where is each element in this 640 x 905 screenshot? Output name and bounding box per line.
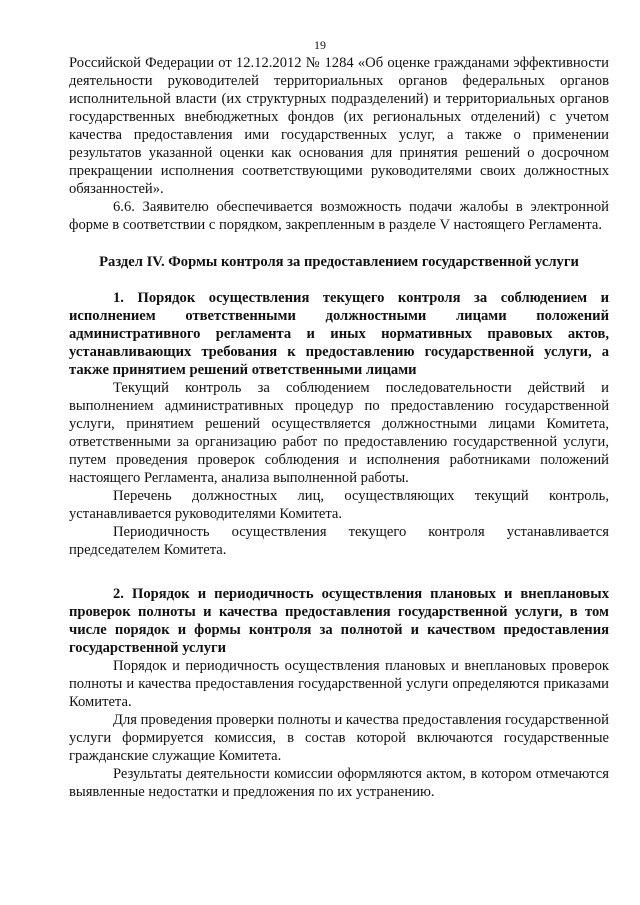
subsection-1-paragraph-2: Перечень должностных лиц, осуществляющих текущий контроль, устанавливается руководителями Комитета. <box>69 488 609 522</box>
section-4-title: Раздел IV. Формы контроля за предоставлением государственной услуги <box>99 254 579 270</box>
subsection-1-paragraph-1: Текущий контроль за соблюдением последовательности действий и выполнением административных процедур по предоставлению государственной услуги, принятием решений осуществляется должностными лицами Комитета, ответственными за организацию работ по предоставлению государственной услуги, путем проведения проверок соблюдения и исполнения работниками положений настоящего Регламента, анализа выполненной работы. <box>69 380 609 486</box>
subsection-2-heading: 2. Порядок и периодичность осуществления плановых и внеплановых проверок полноты и качества предоставления государственной услуги, в том числе порядок и формы контроля за полнотой и качеством предоставления государственной услуги <box>69 586 609 656</box>
subsection-2-paragraph-2: Для проведения проверки полноты и качества предоставления государственной услуги формируется комиссия, в состав которой включаются государственные гражданские служащие Комитета. <box>69 712 609 764</box>
page-number: 19 <box>314 38 326 52</box>
paragraph-continuation: Российской Федерации от 12.12.2012 № 1284 «Об оценке гражданами эффективности деятельности руководителей территориальных органов федеральных органов исполнительной власти (их структурных подразделений) и территориальных органов государственных внебюджетных фондов (их региональных отделений) с учетом качества предоставления ими государственных услуг, а также о применении результатов указанной оценки как основания для принятия решений о досрочном прекращении исполнения соответствующими руководителями своих должностных обязанностей». <box>69 55 609 197</box>
subsection-2-paragraph-3: Результаты деятельности комиссии оформляются актом, в котором отмечаются выявленные недостатки и предложения по их устранению. <box>69 766 609 800</box>
document-body <box>69 54 609 801</box>
subsection-1-heading: 1. Порядок осуществления текущего контроля за соблюдением и исполнением ответственными должностными лицами положений административного регламента и иных нормативных правовых актов, устанавливающих требования к предоставлению государственной услуги, а также принятием решений ответственными лицами <box>69 290 609 378</box>
paragraph-6-6: 6.6. Заявителю обеспечивается возможность подачи жалобы в электронной форме в соответствии с порядком, закрепленным в разделе V настоящего Регламента. <box>69 199 609 233</box>
subsection-1-paragraph-3: Периодичность осуществления текущего контроля устанавливается председателем Комитета. <box>69 524 609 558</box>
subsection-2-paragraph-1: Порядок и периодичность осуществления плановых и внеплановых проверок полноты и качества предоставления государственной услуги определяются приказами Комитета. <box>69 658 609 710</box>
